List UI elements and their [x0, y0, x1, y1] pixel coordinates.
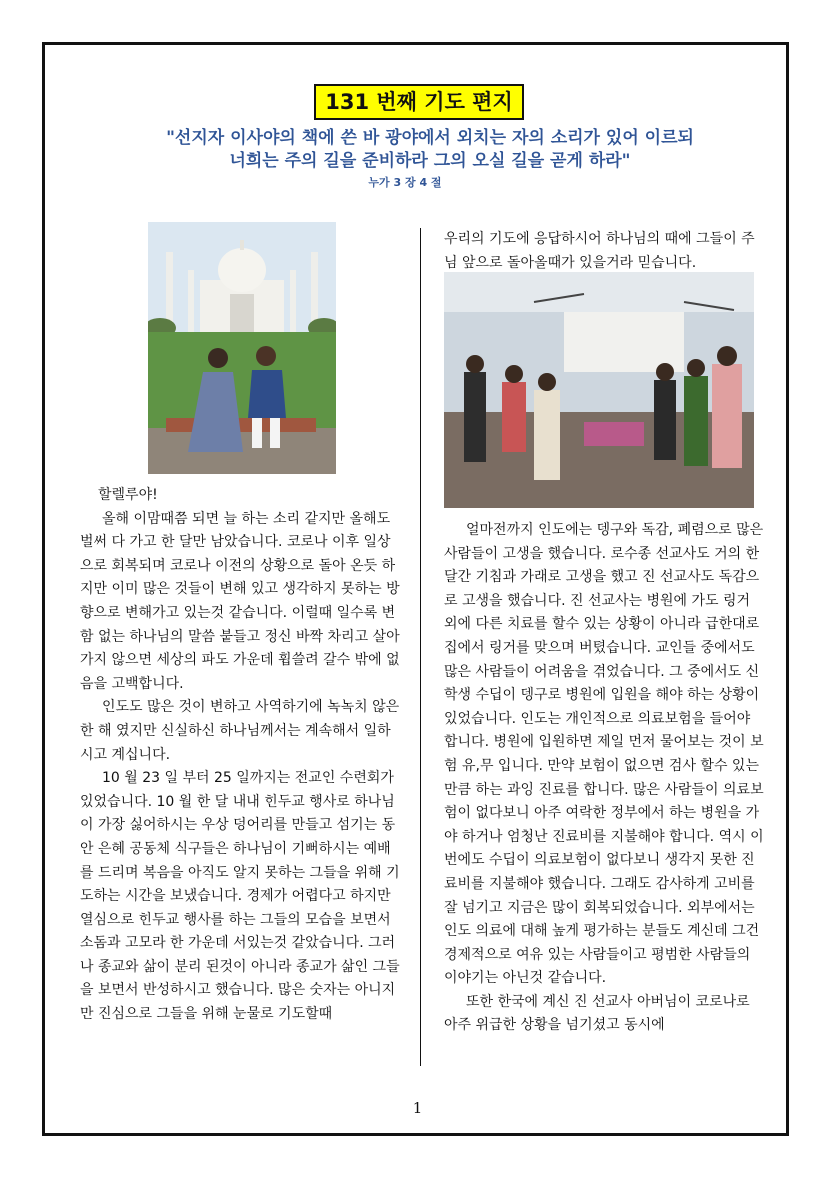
taj-mahal-photo	[148, 222, 336, 474]
page-number: 1	[412, 1099, 423, 1117]
paragraph: 올해 이맘때쯤 되면 늘 하는 소리 같지만 올해도 벌써 다 가고 한 달만 남았습니다. 코로나 이후 일상으로 회복되며 코로나 이전의 상황으로 돌아 온듯 하지만 이미 많은 것들이 변해 있고 생각하지 못하는 방향으로 변해가고 있는것 같습니다. 이럴때 일수록 변함 없는 하나님의 말씀 붙들고 정신 바짝 차리고 살아가지 않으면 세상의 파도 가운데 휩쓸려 갈수 밖에 없음을 고백합니다.	[80, 510, 400, 692]
verse-reference: 누가 3 장 4 절	[368, 176, 442, 189]
taj-mahal-illustration	[148, 222, 336, 474]
greeting: 할렐루야!	[98, 487, 158, 503]
paragraph: 얼마전까지 인도에는 뎅구와 독감, 폐렴으로 많은 사람들이 고생을 했습니다. 로수종 선교사도 거의 한달간 기침과 가래로 고생을 했고 진 선교사도 독감으로 고생을 했습니다. 진 선교사는 병원에 가도 링거 외에 다른 치료를 할수 있는 상황이 아니라 급한대로 집에서 링거를 맞으며 버텼습니다. 교인들 중에서도 많은 사람들이 어려움을 겪었습니다. 그 중에서도 신학생 수딥이 뎅구로 병원에 입원을 해야 하는 상황이 있었습니다. 인도는 개인적으로 의료보험을 들어야 합니다. 병원에 입원하면 제일 먼저 물어보는 것이 보험 유,무 입니다. 만약 보험이 없으면 검사 할수 있는 만큼 하는 과잉 진료를 합니다. 많은 사람들이 의료보험이 없다보니 아주 여락한 정부에서 하는 병원을 가야 하거나 엄청난 진료비를 지불해야 합니다. 역시 이번에도 수딥이 의료보험이 없다보니 생각지 못한 진료비를 지불해야 했습니다. 그래도 감사하게 고비를 잘 넘기고 지금은 많이 회복되었습니다. 외부에서는 인도 의료에 대해 높게 평가하는 분들도 계신데 그건 경제적으로 여유 있는 사람들이고 평범한 사람들의 이야기는 아닌것 같습니다.	[444, 522, 764, 987]
paragraph: 10 월 23 일 부터 25 일까지는 전교인 수련회가 있었습니다. 10 월 한 달 내내 힌두교 행사로 하나님이 가장 싫어하시는 우상 덩어리를 만들고 섬기는 동안 은혜 공동체 식구들은 하나님이 기뻐하시는 예배를 드리며 복음을 아직도 알지 못하는 그들을 위해 기도하는 시간을 보냈습니다. 경제가 어렵다고 하지만 열심으로 힌두교 행사를 하는 그들의 모습을 보면서 소돔과 고모라 한 가운데 서있는것 같았습니다. 그러나 종교와 삶이 분리 된것이 아니라 종교가 삶인 그들을 보면서 반성하시고 했습니다. 많은 숫자는 아니지만 진심으로 그들을 위해 눈물로 기도할때	[80, 770, 400, 1023]
left-column	[80, 484, 400, 1027]
verse-line-2: 너희는 주의 길을 준비하라 그의 오실 길을 곧게 하라"	[229, 151, 631, 171]
scripture-verse	[90, 127, 770, 173]
paragraph: 우리의 기도에 응답하시어 하나님의 때에 그들이 주님 앞으로 돌아올때가 있을거라 믿습니다.	[444, 231, 755, 271]
paragraph: 인도도 많은 것이 변하고 사역하기에 녹녹치 않은 한 해 였지만 신실하신 하나님께서는 계속해서 일하시고 계십니다.	[80, 699, 400, 763]
column-divider	[420, 228, 421, 1066]
letter-title: 131 번째 기도 편지	[314, 84, 524, 120]
church-gathering-illustration	[444, 272, 754, 508]
right-column	[444, 519, 764, 1038]
right-column-top	[444, 228, 764, 275]
verse-line-1: "선지자 이사야의 책에 쓴 바 광야에서 외치는 자의 소리가 있어 이르되	[166, 128, 694, 148]
church-gathering-photo	[444, 272, 754, 508]
paragraph: 또한 한국에 계신 진 선교사 아버님이 코로나로 아주 위급한 상황을 넘기셨고 동시에	[444, 993, 750, 1034]
